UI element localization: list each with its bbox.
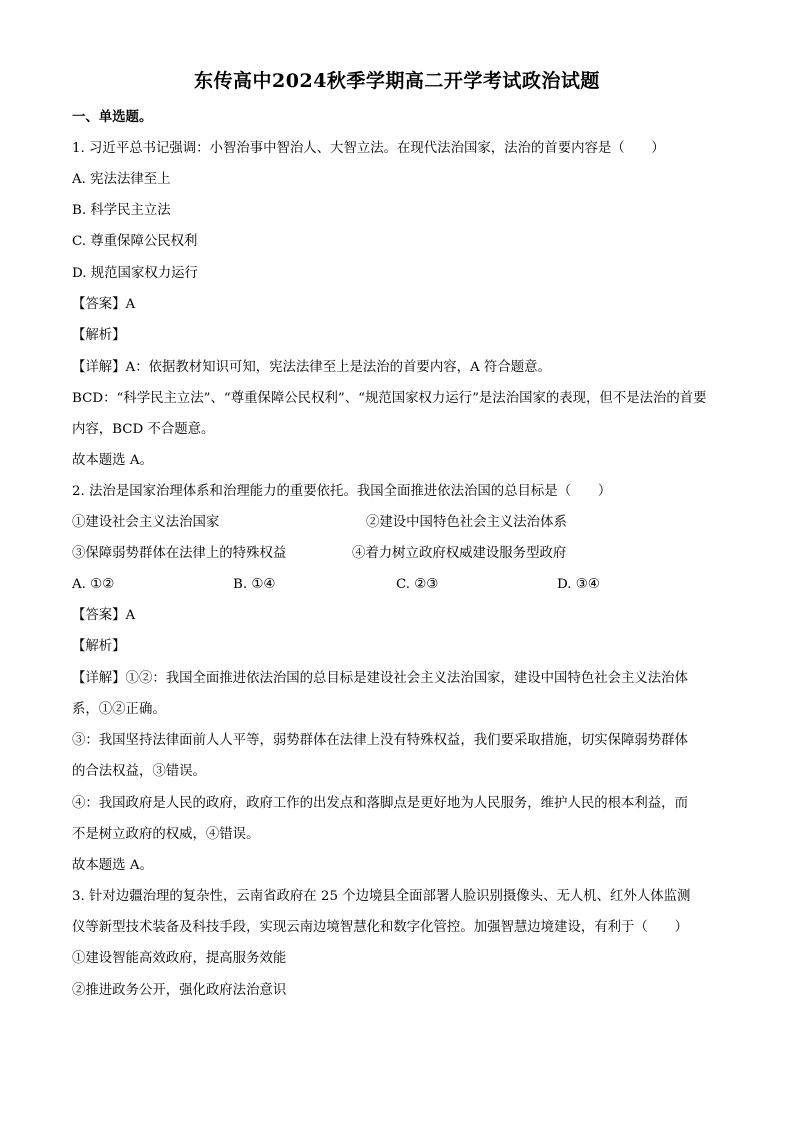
q2-option-d: D. ③④ xyxy=(557,577,600,592)
q3-stem-2: 仪等新型技术装备及科技手段，实现云南边境智慧化和数字化管控。加强智慧边境建设，有利于（ ） xyxy=(72,920,688,935)
q2-detail-3b: 不是树立政府的权威，④错误。 xyxy=(72,827,260,842)
q1-detail-1: 【详解】A：依据教材知识可知，宪法法律至上是法治的首要内容，A 符合题意。 xyxy=(72,360,551,375)
q2-detail-2b: 的合法权益，③错误。 xyxy=(72,764,206,779)
q2-item-2: ②建设中国特色社会主义法治体系 xyxy=(366,515,567,530)
q1-detail-2b: 内容，BCD 不合题意。 xyxy=(72,422,215,437)
q1-detail-2a: BCD：“科学民主立法”、“尊重保障公民权利”、“规范国家权力运行”是法治国家的表现，但不是法治的首要 xyxy=(72,391,707,406)
q1-option-c: C. 尊重保障公民权利 xyxy=(72,234,198,249)
q2-conclusion: 故本题选 A。 xyxy=(72,858,153,873)
page-title: 东传高中2024秋季学期高二开学考试政治试题 xyxy=(194,70,600,92)
q1-option-a: A. 宪法法律至上 xyxy=(72,172,171,187)
q2-detail-2a: ③：我国坚持法律面前人人平等，弱势群体在法律上没有特殊权益，我们要采取措施，切实保障弱势群体 xyxy=(72,733,688,748)
q1-analysis-label: 【解析】 xyxy=(72,328,126,343)
q2-option-c: C. ②③ xyxy=(396,577,439,592)
q2-item-4: ④着力树立政府权威建设服务型政府 xyxy=(352,546,567,561)
q1-option-d: D. 规范国家权力运行 xyxy=(72,266,198,281)
q3-stem-1: 3. 针对边疆治理的复杂性，云南省政府在 25 个边境县全面部署人脸识别摄像头、无人机、红外人体监测 xyxy=(72,889,691,904)
q2-detail-1a: 【详解】①②：我国全面推进依法治国的总目标是建设社会主义法治国家，建设中国特色社会主义法治体 xyxy=(72,671,688,686)
q1-stem: 1. 习近平总书记强调：小智治事中智治人、大智立法。在现代法治国家，法治的首要内容是（ ） xyxy=(72,141,665,156)
q2-detail-1b: 系，①②正确。 xyxy=(72,702,166,717)
q1-answer: 【答案】A xyxy=(72,297,136,312)
q2-option-a: A. ①② xyxy=(72,577,115,592)
q2-detail-3a: ④：我国政府是人民的政府，政府工作的出发点和落脚点是更好地为人民服务，维护人民的根本利益，而 xyxy=(72,796,688,811)
q3-item-1: ①建设智能高效政府，提高服务效能 xyxy=(72,951,287,966)
q2-option-b: B. ①④ xyxy=(233,577,276,592)
q2-analysis-label: 【解析】 xyxy=(72,639,126,654)
q2-item-3: ③保障弱势群体在法律上的特殊权益 xyxy=(72,546,287,561)
q2-stem: 2. 法治是国家治理体系和治理能力的重要依托。我国全面推进依法治国的总目标是（ ） xyxy=(72,484,612,499)
q1-option-b: B. 科学民主立法 xyxy=(72,203,171,218)
q2-item-1: ①建设社会主义法治国家 xyxy=(72,515,220,530)
section-heading: 一、单选题。 xyxy=(72,109,153,125)
q2-answer: 【答案】A xyxy=(72,608,136,623)
q1-conclusion: 故本题选 A。 xyxy=(72,453,153,468)
q3-item-2: ②推进政务公开，强化政府法治意识 xyxy=(72,983,287,998)
